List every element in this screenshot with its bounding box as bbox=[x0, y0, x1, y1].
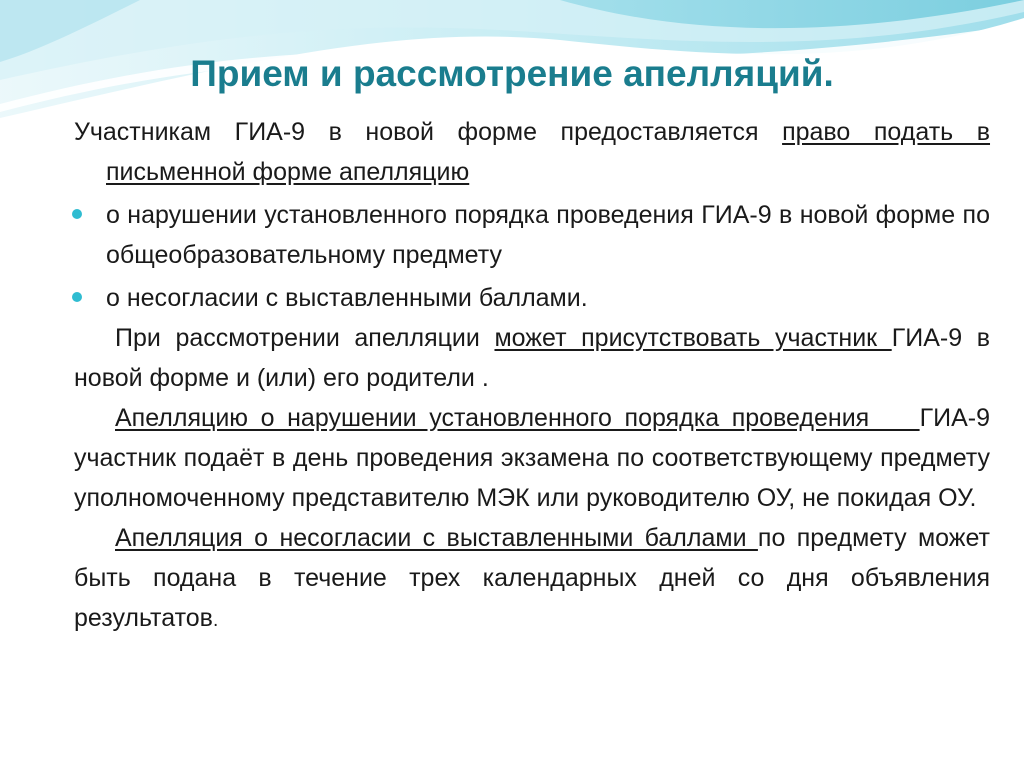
paragraph-underlined-text: Апелляция о несогласии с выставленными баллами bbox=[115, 524, 758, 552]
paragraph-text: При рассмотрении апелляции bbox=[115, 324, 495, 352]
paragraph-presence bbox=[74, 318, 990, 398]
paragraph-text: по предмету может быть подана в течение трех календарных дней со дня объявления результатов bbox=[74, 524, 990, 632]
paragraph-underlined-text: Апелляцию о нарушении установленного порядка проведения bbox=[115, 404, 920, 432]
bullet-dot-icon bbox=[72, 209, 82, 219]
bullet-dot-icon bbox=[72, 292, 82, 302]
intro-text: Участникам ГИА-9 в новой форме предоставляется bbox=[74, 118, 783, 146]
slide-body bbox=[74, 112, 990, 641]
slide-title: Прием и рассмотрение апелляций. bbox=[190, 53, 834, 94]
bullet-item bbox=[74, 195, 990, 275]
paragraph-end-mark: . bbox=[212, 610, 219, 631]
bullet-text: о нарушении установленного порядка проведения ГИА-9 в новой форме по общеобразовательному предмету bbox=[106, 201, 990, 269]
paragraph-text: ГИА-9 в новой форме и (или) его родители . bbox=[74, 324, 990, 392]
paragraph-score-appeal bbox=[74, 518, 990, 641]
paragraph-violation-appeal bbox=[74, 398, 990, 518]
paragraph-text: ГИА-9 участник подаёт в день проведения экзамена по соответствующему предмету уполномоченному представителю МЭК или руководителю ОУ, не покидая ОУ. bbox=[74, 404, 990, 512]
intro-underlined-text: право подать в письменной форме апелляцию bbox=[106, 118, 991, 186]
bullet-text: о несогласии с выставленными баллами. bbox=[106, 284, 588, 312]
intro-paragraph bbox=[74, 112, 990, 192]
bullet-item bbox=[74, 278, 990, 318]
paragraph-underlined-text: может присутствовать участник bbox=[494, 324, 892, 352]
